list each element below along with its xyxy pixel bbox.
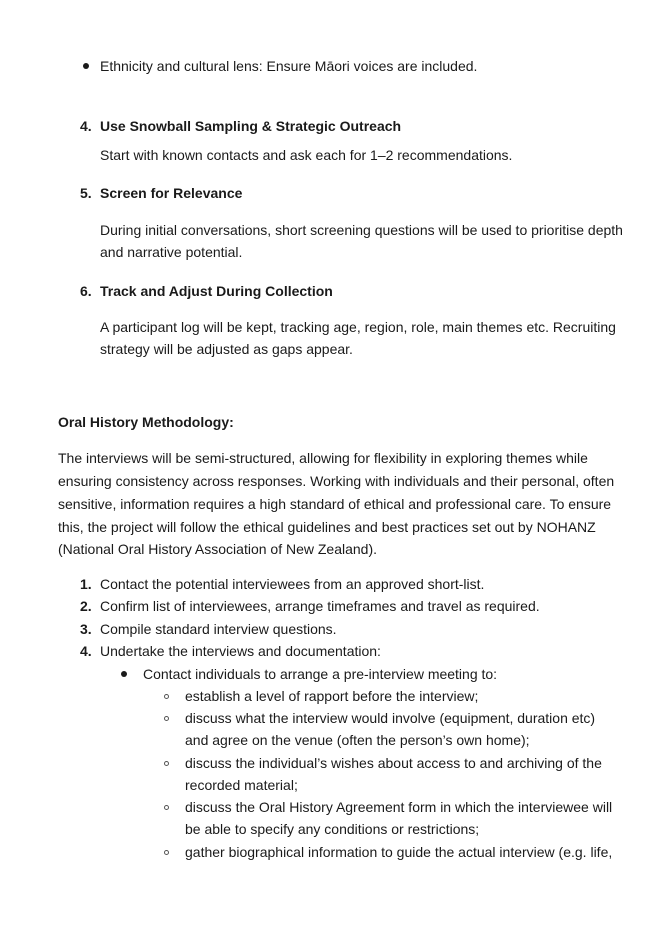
section-heading: Oral History Methodology: <box>58 414 234 430</box>
sub-sub-item: discuss what the interview would involve (equipment, duration etc) <box>185 710 596 726</box>
step-number: 6. <box>80 283 92 299</box>
paragraph-line: The interviews will be semi-structured, allowing for flexibility in exploring themes while <box>58 450 588 466</box>
sub-sub-item: recorded material; <box>185 777 298 793</box>
step-body: During initial conversations, short screening questions will be used to prioritise depth <box>100 222 623 238</box>
list-number: 3. <box>80 621 92 637</box>
list-number: 2. <box>80 598 92 614</box>
bullet-icon <box>121 671 127 677</box>
step-number: 5. <box>80 185 92 201</box>
hollow-bullet-icon <box>164 850 169 855</box>
hollow-bullet-icon <box>164 694 169 699</box>
step-number: 4. <box>80 118 92 134</box>
step-title: Screen for Relevance <box>100 185 243 201</box>
paragraph-line: this, the project will follow the ethical guidelines and best practices set out by NOHANZ <box>58 519 596 535</box>
hollow-bullet-icon <box>164 805 169 810</box>
sub-sub-item: establish a level of rapport before the interview; <box>185 688 479 704</box>
list-number: 4. <box>80 643 92 659</box>
step-title: Use Snowball Sampling & Strategic Outreach <box>100 118 402 134</box>
step-body: Start with known contacts and ask each for 1–2 recommendations. <box>100 147 513 163</box>
hollow-bullet-icon <box>164 716 169 721</box>
paragraph-line: (National Oral History Association of New Zealand). <box>58 541 378 557</box>
list-item: Undertake the interviews and documentation: <box>100 643 381 659</box>
list-item: Contact the potential interviewees from an approved short-list. <box>100 576 485 592</box>
list-number: 1. <box>80 576 92 592</box>
list-item: Compile standard interview questions. <box>100 621 337 637</box>
step-body: strategy will be adjusted as gaps appear. <box>100 341 353 357</box>
step-body: and narrative potential. <box>100 244 243 260</box>
bullet-icon <box>83 63 89 69</box>
step-body: A participant log will be kept, tracking age, region, role, main themes etc. Recruiting <box>100 319 616 335</box>
paragraph-line: ensuring consistency across responses. Working with individuals and their personal, often <box>58 473 615 489</box>
sub-sub-item: gather biographical information to guide the actual interview (e.g. life, <box>185 844 613 860</box>
sub-sub-item: discuss the individual’s wishes about access to and archiving of the <box>185 755 602 771</box>
paragraph-line: sensitive, information requires a high standard of ethical and professional care. To ensure <box>58 496 612 512</box>
hollow-bullet-icon <box>164 761 169 766</box>
sub-sub-item: and agree on the venue (often the person’s own home); <box>185 732 530 748</box>
step-title: Track and Adjust During Collection <box>100 283 333 299</box>
list-item: Confirm list of interviewees, arrange timeframes and travel as required. <box>100 598 540 614</box>
top-bullet-text: Ethnicity and cultural lens: Ensure Māori voices are included. <box>100 58 478 74</box>
sub-sub-item: discuss the Oral History Agreement form in which the interviewee will <box>185 799 613 815</box>
sub-bullet-text: Contact individuals to arrange a pre-interview meeting to: <box>143 666 498 682</box>
sub-sub-item: be able to specify any conditions or restrictions; <box>185 821 480 837</box>
